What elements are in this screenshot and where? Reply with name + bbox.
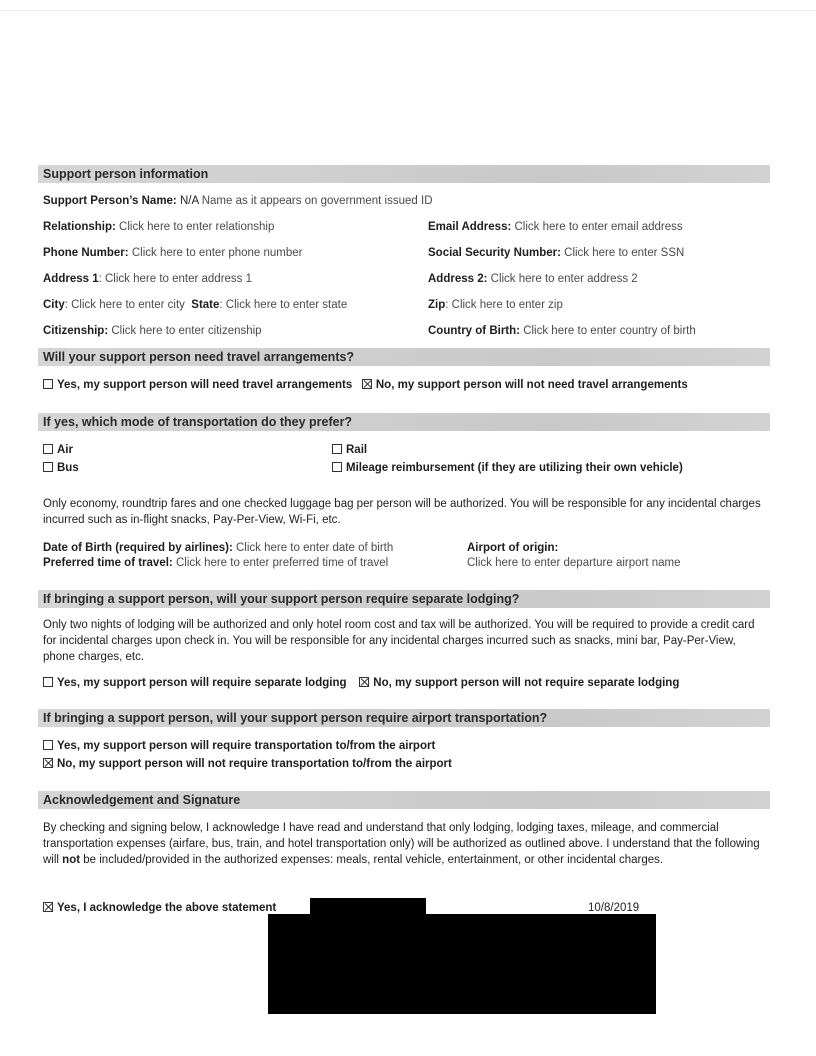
ack-option bbox=[43, 901, 276, 915]
lodging-yes-checkbox[interactable] bbox=[43, 677, 53, 687]
phone-field bbox=[43, 246, 303, 260]
zip-label: Zip bbox=[428, 299, 446, 311]
travel-yes-label: Yes, my support person will need travel arrangements bbox=[57, 379, 353, 391]
travel-options bbox=[43, 378, 688, 392]
dob-field bbox=[43, 541, 393, 555]
section-header-travel: Will your support person need travel arrangements? bbox=[38, 348, 770, 366]
phone-input[interactable]: Click here to enter phone number bbox=[131, 247, 303, 259]
address2-field bbox=[428, 272, 638, 286]
ack-checkbox[interactable] bbox=[43, 902, 53, 912]
city-label: City bbox=[43, 299, 65, 311]
airport-origin-label: Airport of origin: bbox=[467, 542, 559, 554]
mileage-checkbox[interactable] bbox=[332, 462, 342, 472]
city-state-field bbox=[43, 298, 347, 312]
lodging-no-checkbox[interactable] bbox=[359, 677, 369, 687]
airport-yes-label: Yes, my support person will require transportation to/from the airport bbox=[57, 740, 436, 752]
email-label: Email Address: bbox=[428, 221, 512, 233]
airport-yes-checkbox[interactable] bbox=[43, 740, 53, 750]
address2-label: Address 2: bbox=[428, 273, 488, 285]
relationship-label: Relationship: bbox=[43, 221, 116, 233]
mode-bus-option bbox=[43, 461, 79, 475]
page-top-rule bbox=[0, 10, 816, 11]
pref-time-input[interactable]: Click here to enter preferred time of travel bbox=[175, 557, 389, 569]
support-name-value[interactable]: N/A bbox=[179, 195, 199, 207]
bus-checkbox[interactable] bbox=[43, 462, 53, 472]
airport-no-option bbox=[43, 757, 452, 771]
section-header-lodging: If bringing a support person, will your support person require separate lodging? bbox=[38, 590, 770, 608]
acknowledgement-statement bbox=[43, 820, 765, 868]
address2-input[interactable]: Click here to enter address 2 bbox=[490, 273, 638, 285]
travel-yes-checkbox[interactable] bbox=[43, 379, 53, 389]
country-input[interactable]: Click here to enter country of birth bbox=[523, 325, 696, 337]
country-label: Country of Birth: bbox=[428, 325, 520, 337]
email-field bbox=[428, 220, 683, 234]
state-label: State bbox=[191, 299, 220, 311]
lodging-options bbox=[43, 676, 679, 690]
pref-time-field bbox=[43, 556, 388, 570]
support-name-label: Support Person’s Name: bbox=[43, 195, 177, 207]
relationship-input[interactable]: Click here to enter relationship bbox=[119, 221, 275, 233]
section-header-support-person: Support person information bbox=[38, 165, 770, 183]
citizenship-input[interactable]: Click here to enter citizenship bbox=[111, 325, 262, 337]
air-checkbox[interactable] bbox=[43, 444, 53, 454]
support-name-row bbox=[43, 194, 433, 208]
mode-rail-option bbox=[332, 443, 367, 457]
rail-label: Rail bbox=[346, 444, 368, 456]
airport-no-checkbox[interactable] bbox=[43, 758, 53, 768]
rail-checkbox[interactable] bbox=[332, 444, 342, 454]
fare-policy-note: Only economy, roundtrip fares and one checked luggage bag per person will be authorized. You will be responsible for any incidental charges incurred such as in-flight snacks, Pay-Per-View, Wi-Fi, etc. bbox=[43, 498, 761, 526]
redaction-block-signature bbox=[268, 914, 656, 1014]
mode-mileage-option bbox=[332, 461, 683, 475]
ssn-input[interactable]: Click here to enter SSN bbox=[564, 247, 685, 259]
air-label: Air bbox=[57, 444, 73, 456]
ack-checkbox-label: Yes, I acknowledge the above statement bbox=[57, 902, 277, 914]
city-input[interactable]: : Click here to enter city bbox=[64, 299, 185, 311]
support-name-hint: Name as it appears on government issued ID bbox=[201, 195, 433, 207]
country-field bbox=[428, 324, 696, 338]
section-header-airport: If bringing a support person, will your support person require airport transportation? bbox=[38, 709, 770, 727]
ssn-field bbox=[428, 246, 684, 260]
address1-input[interactable]: : Click here to enter address 1 bbox=[98, 273, 253, 285]
bus-label: Bus bbox=[57, 462, 79, 474]
dob-label: Date of Birth (required by airlines): bbox=[43, 542, 233, 554]
address1-label: Address 1 bbox=[43, 273, 99, 285]
phone-label: Phone Number: bbox=[43, 247, 129, 259]
dob-input[interactable]: Click here to enter date of birth bbox=[235, 542, 394, 554]
zip-input[interactable]: : Click here to enter zip bbox=[445, 299, 563, 311]
zip-field bbox=[428, 298, 563, 312]
ack-text-after: be included/provided in the authorized expenses: meals, rental vehicle, entertainment, or other incidental charges. bbox=[80, 854, 664, 866]
signature-date: 10/8/2019 bbox=[588, 902, 640, 914]
ack-text-bold: not bbox=[62, 854, 81, 866]
citizenship-label: Citizenship: bbox=[43, 325, 109, 337]
email-input[interactable]: Click here to enter email address bbox=[514, 221, 683, 233]
pref-time-label: Preferred time of travel: bbox=[43, 557, 173, 569]
state-input[interactable]: : Click here to enter state bbox=[219, 299, 348, 311]
citizenship-field bbox=[43, 324, 262, 338]
lodging-policy-note: Only two nights of lodging will be authorized and only hotel room cost and tax will be authorized. You will be required to provide a credit card for incidental charges upon check in. You will be responsible for any incidental charges incurred such as snacks, mini bar, Pay-Per-View, phone charges, etc. bbox=[43, 619, 755, 663]
airport-origin-input[interactable]: Click here to enter departure airport name bbox=[467, 557, 681, 569]
ssn-label: Social Security Number: bbox=[428, 247, 561, 259]
ack-text-before: By checking and signing below, I acknowledge I have read and understand that only lodging, lodging taxes, mileage, and commercial transportation expenses (airfare, bus, train, and hotel transportation only) will be authorized as outlined above. I understand that the following will bbox=[43, 822, 760, 866]
travel-no-label: No, my support person will not need travel arrangements bbox=[375, 379, 688, 391]
airport-no-label: No, my support person will not require transportation to/from the airport bbox=[57, 758, 452, 770]
lodging-yes-label: Yes, my support person will require separate lodging bbox=[57, 677, 347, 689]
mode-air-option bbox=[43, 443, 73, 457]
address1-field bbox=[43, 272, 252, 286]
travel-no-checkbox[interactable] bbox=[362, 379, 372, 389]
relationship-field bbox=[43, 220, 274, 234]
airport-yes-option bbox=[43, 739, 435, 753]
mileage-label: Mileage reimbursement (if they are utilizing their own vehicle) bbox=[346, 462, 683, 474]
section-header-acknowledgement: Acknowledgement and Signature bbox=[38, 791, 770, 809]
lodging-no-label: No, my support person will not require separate lodging bbox=[373, 677, 680, 689]
section-header-mode: If yes, which mode of transportation do they prefer? bbox=[38, 413, 770, 431]
